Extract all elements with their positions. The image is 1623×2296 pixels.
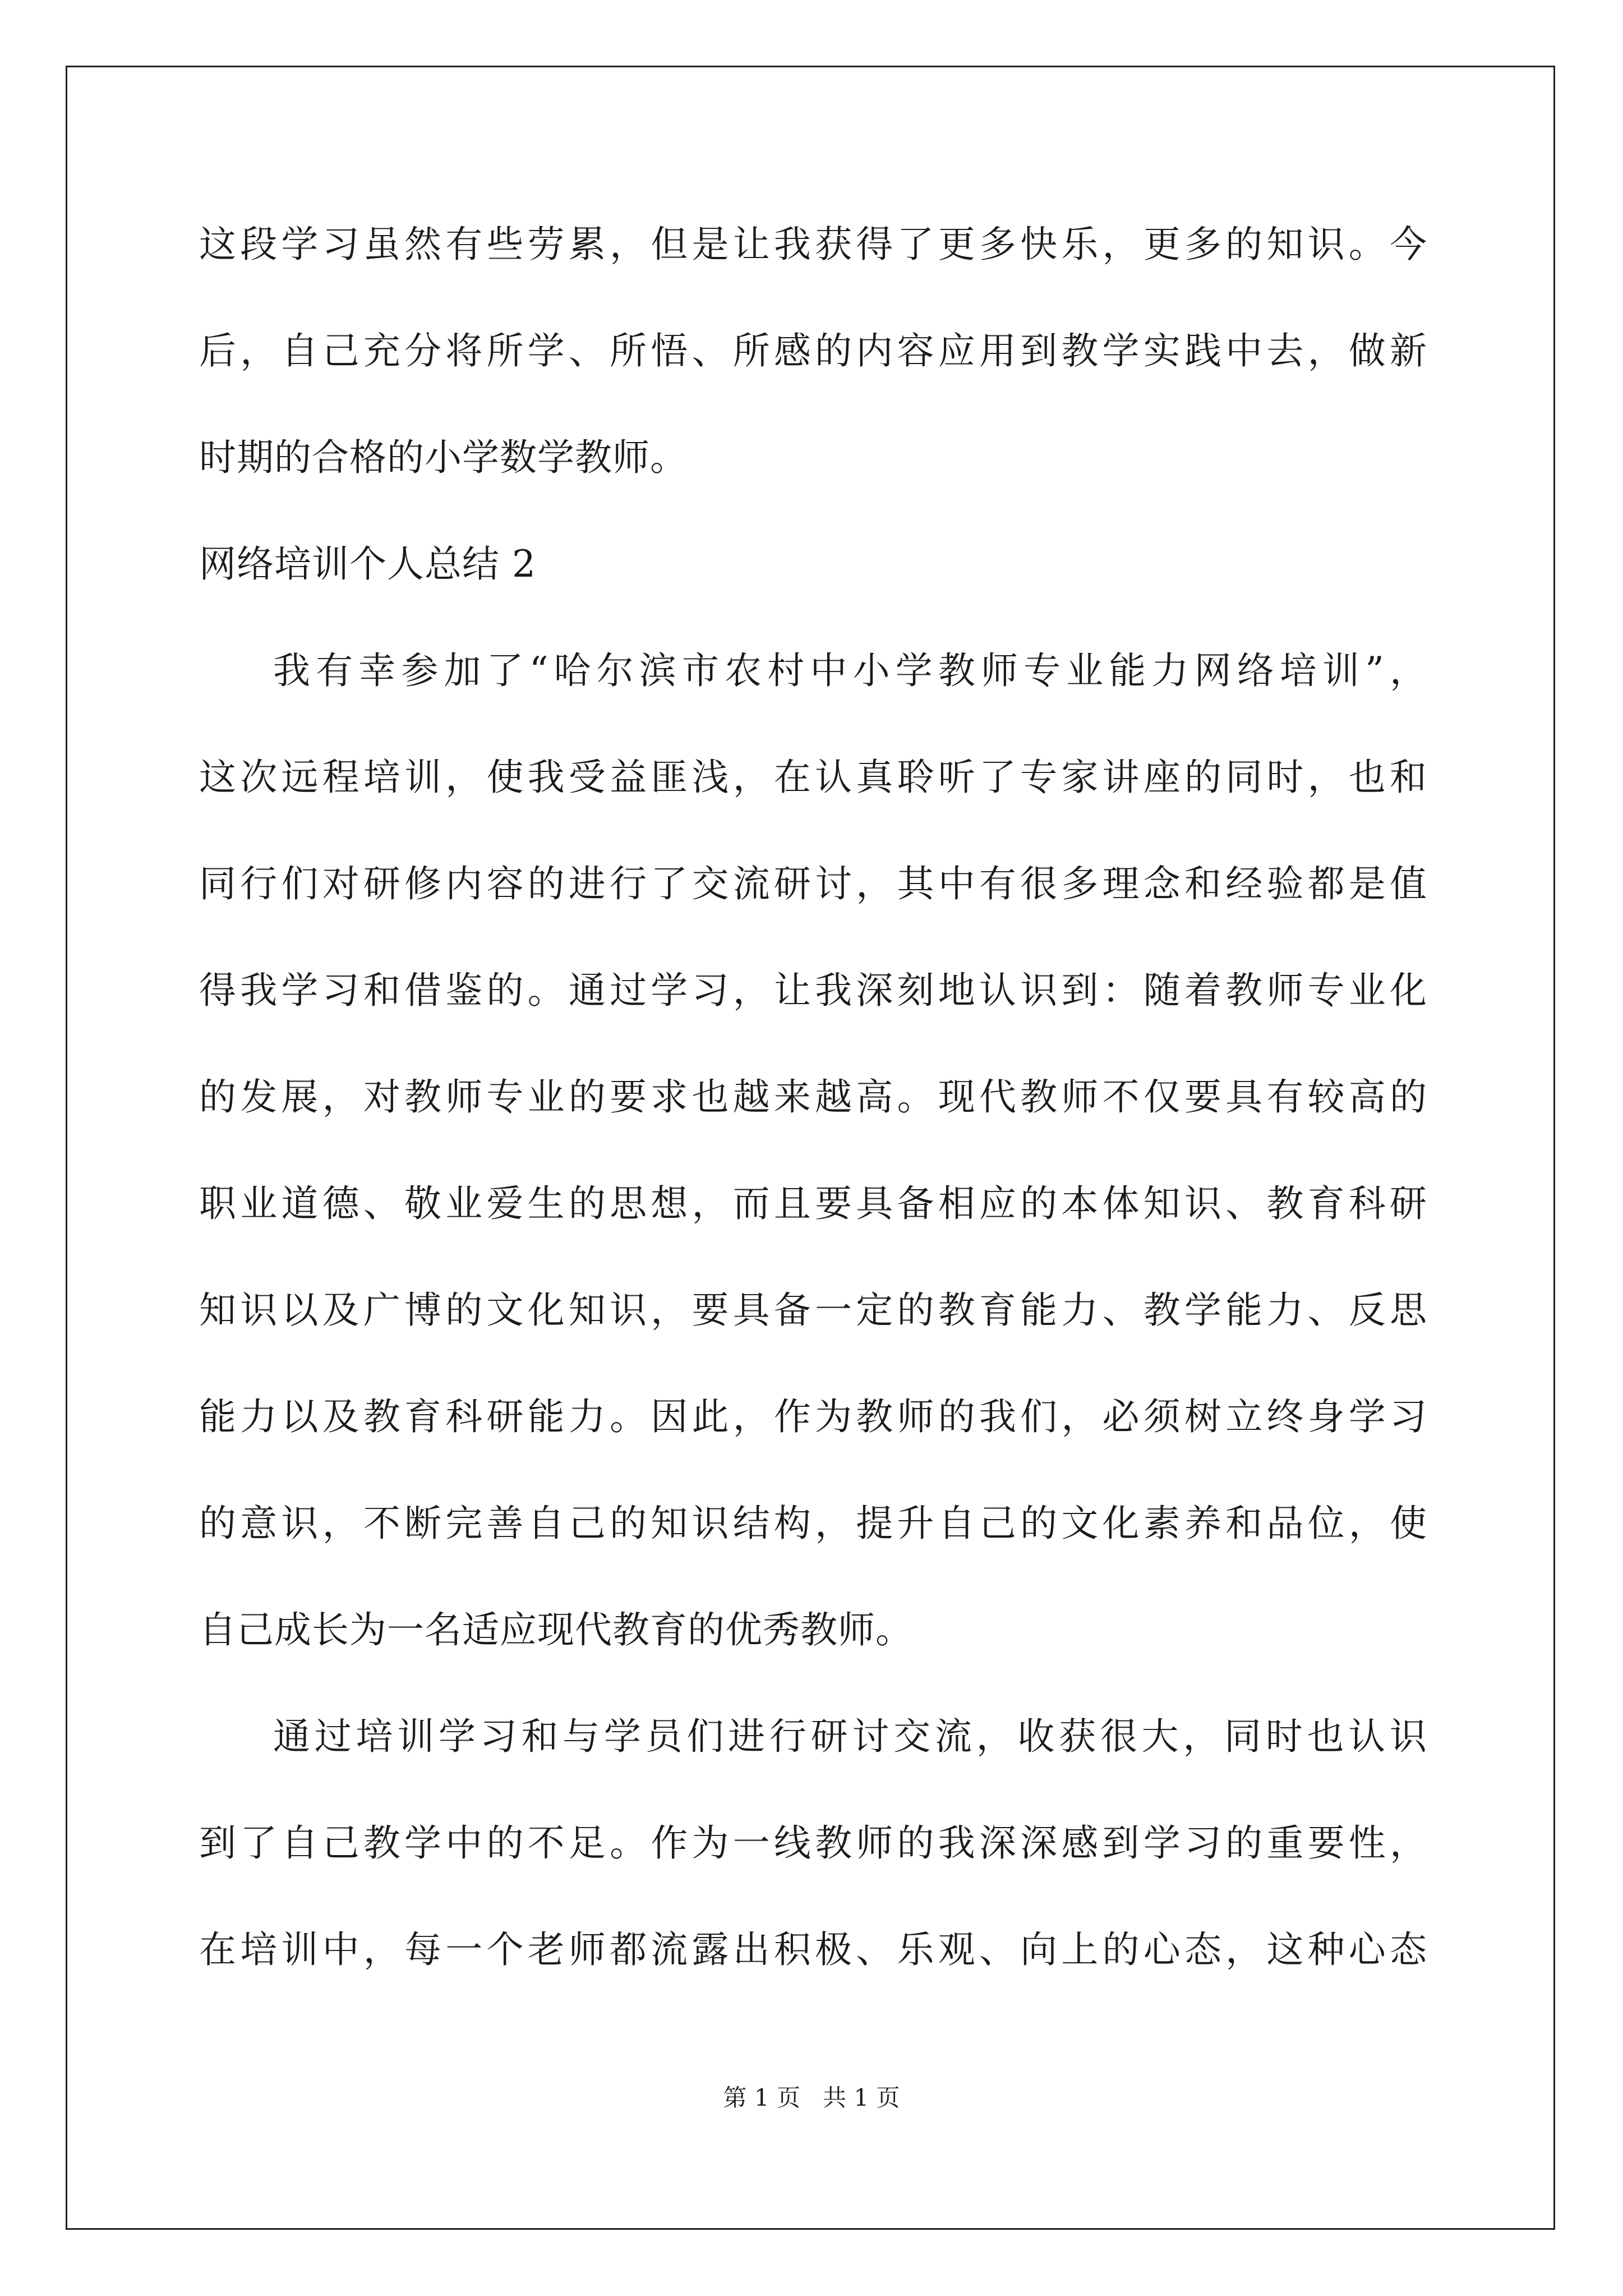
text-line: 的发展，对教师专业的要求也越来越高。现代教师不仅要具有较高的: [199, 1075, 1427, 1119]
section-heading: 网络培训个人总结 2: [199, 542, 536, 586]
text-line: 的意识，不断完善自己的知识结构，提升自己的文化素养和品位，使: [199, 1502, 1427, 1545]
text-line: 同行们对研修内容的进行了交流研讨，其中有很多理念和经验都是值: [199, 862, 1427, 905]
text-line: 在培训中，每一个老师都流露出积极、乐观、向上的心态，这种心态: [199, 1928, 1427, 1971]
text-line: 职业道德、敬业爱生的思想，而且要具备相应的本体知识、教育科研: [199, 1182, 1427, 1225]
text-line: 这次远程培训，使我受益匪浅，在认真聆听了专家讲座的同时，也和: [199, 756, 1427, 799]
page-number-footer: 第 1 页 共 1 页: [723, 2084, 900, 2111]
text-line: 能力以及教育科研能力。因此，作为教师的我们，必须树立终身学习: [199, 1395, 1427, 1438]
text-line: 知识以及广博的文化知识，要具备一定的教育能力、教学能力、反思: [199, 1289, 1427, 1332]
text-line: 后，自己充分将所学、所悟、所感的内容应用到教学实践中去，做新: [199, 329, 1427, 372]
text-line: 这段学习虽然有些劳累，但是让我获得了更多快乐，更多的知识。今: [199, 223, 1427, 266]
text-line: 自己成长为一名适应现代教育的优秀教师。: [199, 1608, 913, 1651]
paragraph-first-line: 我有幸参加了“哈尔滨市农村中小学教师专业能力网络培训”，: [273, 649, 1427, 692]
text-line: 时期的合格的小学数学教师。: [199, 436, 688, 479]
document-body: [199, 219, 1427, 2031]
text-line: 得我学习和借鉴的。通过学习，让我深刻地认识到：随着教师专业化: [199, 969, 1427, 1012]
paragraph-first-line: 通过培训学习和与学员们进行研讨交流，收获很大，同时也认识: [273, 1715, 1427, 1758]
text-line: 到了自己教学中的不足。作为一线教师的我深深感到学习的重要性，: [199, 1821, 1427, 1865]
